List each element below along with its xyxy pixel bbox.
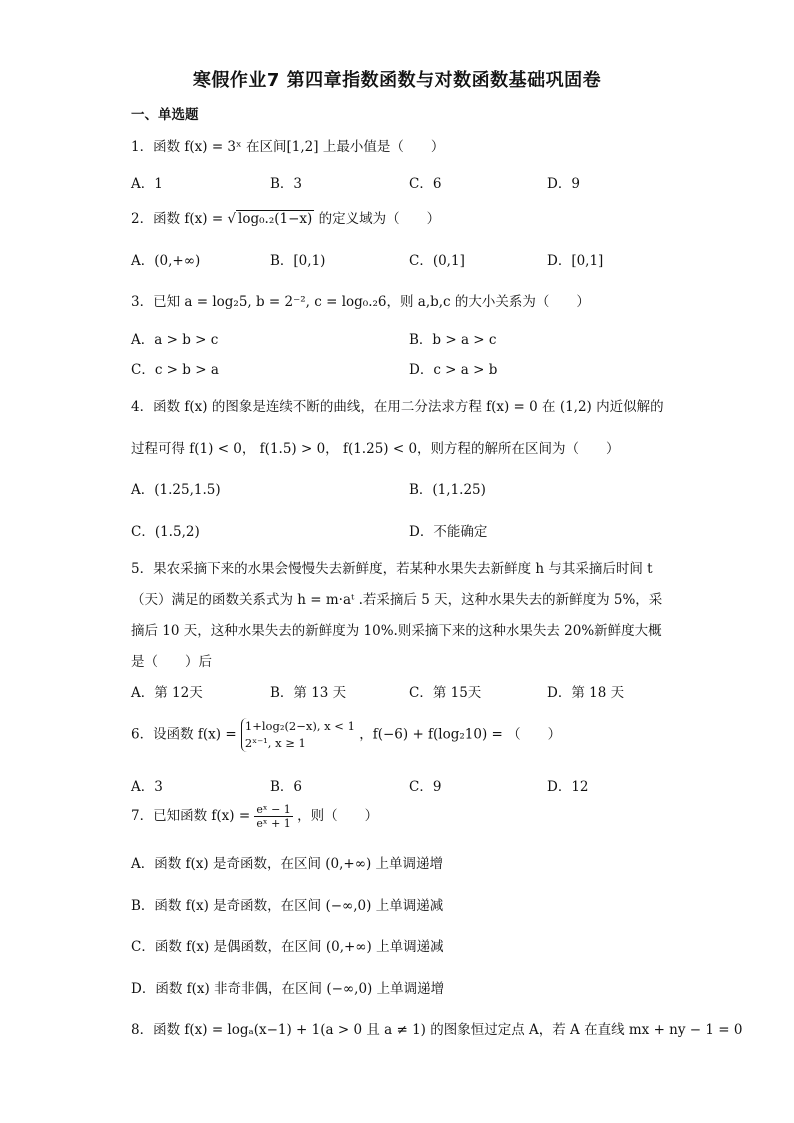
question-8: 8．函数 f(x) = logₐ(x−1) + 1(a > 0 且 a ≠ 1) 的图象恒过定点 A，若 A 在直线 mx + ny − 1 = 0: [131, 1022, 743, 1038]
q1-option-a: A．1: [131, 176, 163, 192]
q5-option-a: A．第 12天: [131, 685, 203, 701]
q6-text-pre: 6．设函数 f(x) =: [131, 726, 241, 743]
question-4-line-1: 4．函数 f(x) 的图象是连续不断的曲线，在用二分法求方程 f(x) = 0 在 (1,2) 内近似解的: [131, 399, 664, 415]
q6-case-1: 1+log₂(2−x), x < 1: [244, 719, 355, 733]
q7-denominator: eˣ + 1: [256, 817, 291, 830]
question-5-line-4: 是（ ）后: [131, 654, 212, 670]
q1-option-c: C．6: [409, 176, 442, 192]
q6-case-2: 2ˣ⁻¹, x ≥ 1: [244, 736, 306, 750]
q3-option-a: A．a > b > c: [131, 332, 219, 348]
page-title: 寒假作业7 第四章指数函数与对数函数基础巩固卷: [192, 70, 602, 91]
q2-option-a: A．(0,+∞): [131, 253, 201, 269]
question-1: 1．函数 f(x) = 3ˣ 在区间[1,2] 上最小值是（ ）: [131, 139, 445, 155]
q2-option-b: B．[0,1): [270, 253, 326, 269]
question-4-line-2: 过程可得 f(1) < 0， f(1.5) > 0， f(1.25) < 0，则方程的解所在区间为（ ）: [131, 441, 620, 457]
q5-option-c: C．第 15天: [409, 685, 482, 701]
q2-option-d: D．[0,1]: [547, 253, 604, 269]
q6-option-a: A．3: [131, 779, 163, 795]
section-heading: 一、单选题: [131, 107, 199, 123]
q7-option-c: C．函数 f(x) 是偶函数，在区间 (0,+∞) 上单调递减: [131, 939, 444, 955]
q7-fraction: [254, 803, 292, 830]
q1-option-b: B．3: [270, 176, 303, 192]
q2-radicand: log₀.₂(1−x): [238, 211, 313, 227]
q7-numerator: eˣ − 1: [256, 803, 291, 816]
q4-option-a: A．(1.25,1.5): [131, 482, 221, 498]
q5-option-d: D．第 18 天: [547, 685, 625, 701]
q4-option-d: D．不能确定: [409, 524, 488, 540]
q7-text-post: ，则（ ）: [297, 808, 379, 824]
q4-option-c: C．(1.5,2): [131, 524, 200, 540]
q7-option-a: A．函数 f(x) 是奇函数，在区间 (0,+∞) 上单调递增: [131, 856, 444, 872]
q7-option-d: D．函数 f(x) 非奇非偶，在区间 (−∞,0) 上单调递增: [131, 981, 445, 997]
q2-option-c: C．(0,1]: [409, 253, 465, 269]
q6-option-b: B．6: [270, 779, 303, 795]
q6-piecewise: [241, 718, 355, 752]
q4-option-b: B．(1,1.25): [409, 482, 486, 498]
question-3: 3．已知 a = log₂5, b = 2⁻², c = log₀.₂6，则 a,b,c 的大小关系为（ ）: [131, 294, 590, 310]
q5-option-b: B．第 13 天: [270, 685, 347, 701]
q2-text-pre: 2．函数 f(x) =: [131, 211, 228, 227]
q7-text-pre: 7．已知函数 f(x) =: [131, 808, 255, 824]
q1-option-d: D．9: [547, 176, 580, 192]
q6-text-post: ，f(−6) + f(log₂10) = （ ）: [359, 726, 562, 743]
question-5-line-1: 5．果农采摘下来的水果会慢慢失去新鲜度，若某种水果失去新鲜度 h 与其采摘后时间 t: [131, 561, 653, 577]
question-2: 2．函数 f(x) = √ log₀.₂(1−x) 的定义域为（ ）: [131, 211, 441, 227]
q3-option-c: C．c > b > a: [131, 362, 219, 378]
q6-option-c: C．9: [409, 779, 442, 795]
question-6: [131, 718, 561, 752]
q2-text-post: 的定义域为（ ）: [314, 211, 441, 227]
q6-option-d: D．12: [547, 779, 589, 795]
question-5-line-3: 摘后 10 天，这种水果失去的新鲜度为 10%.则采摘下来的这种水果失去 20%新鲜度大概: [131, 623, 662, 639]
question-7: [131, 803, 378, 830]
q3-option-d: D．c > a > b: [409, 362, 498, 378]
q7-option-b: B．函数 f(x) 是奇函数，在区间 (−∞,0) 上单调递减: [131, 898, 444, 914]
question-5-line-2: （天）满足的函数关系式为 h = m·aᵗ .若采摘后 5 天，这种水果失去的新鲜度为 5%，采: [131, 592, 663, 608]
q3-option-b: B．b > a > c: [409, 332, 497, 348]
